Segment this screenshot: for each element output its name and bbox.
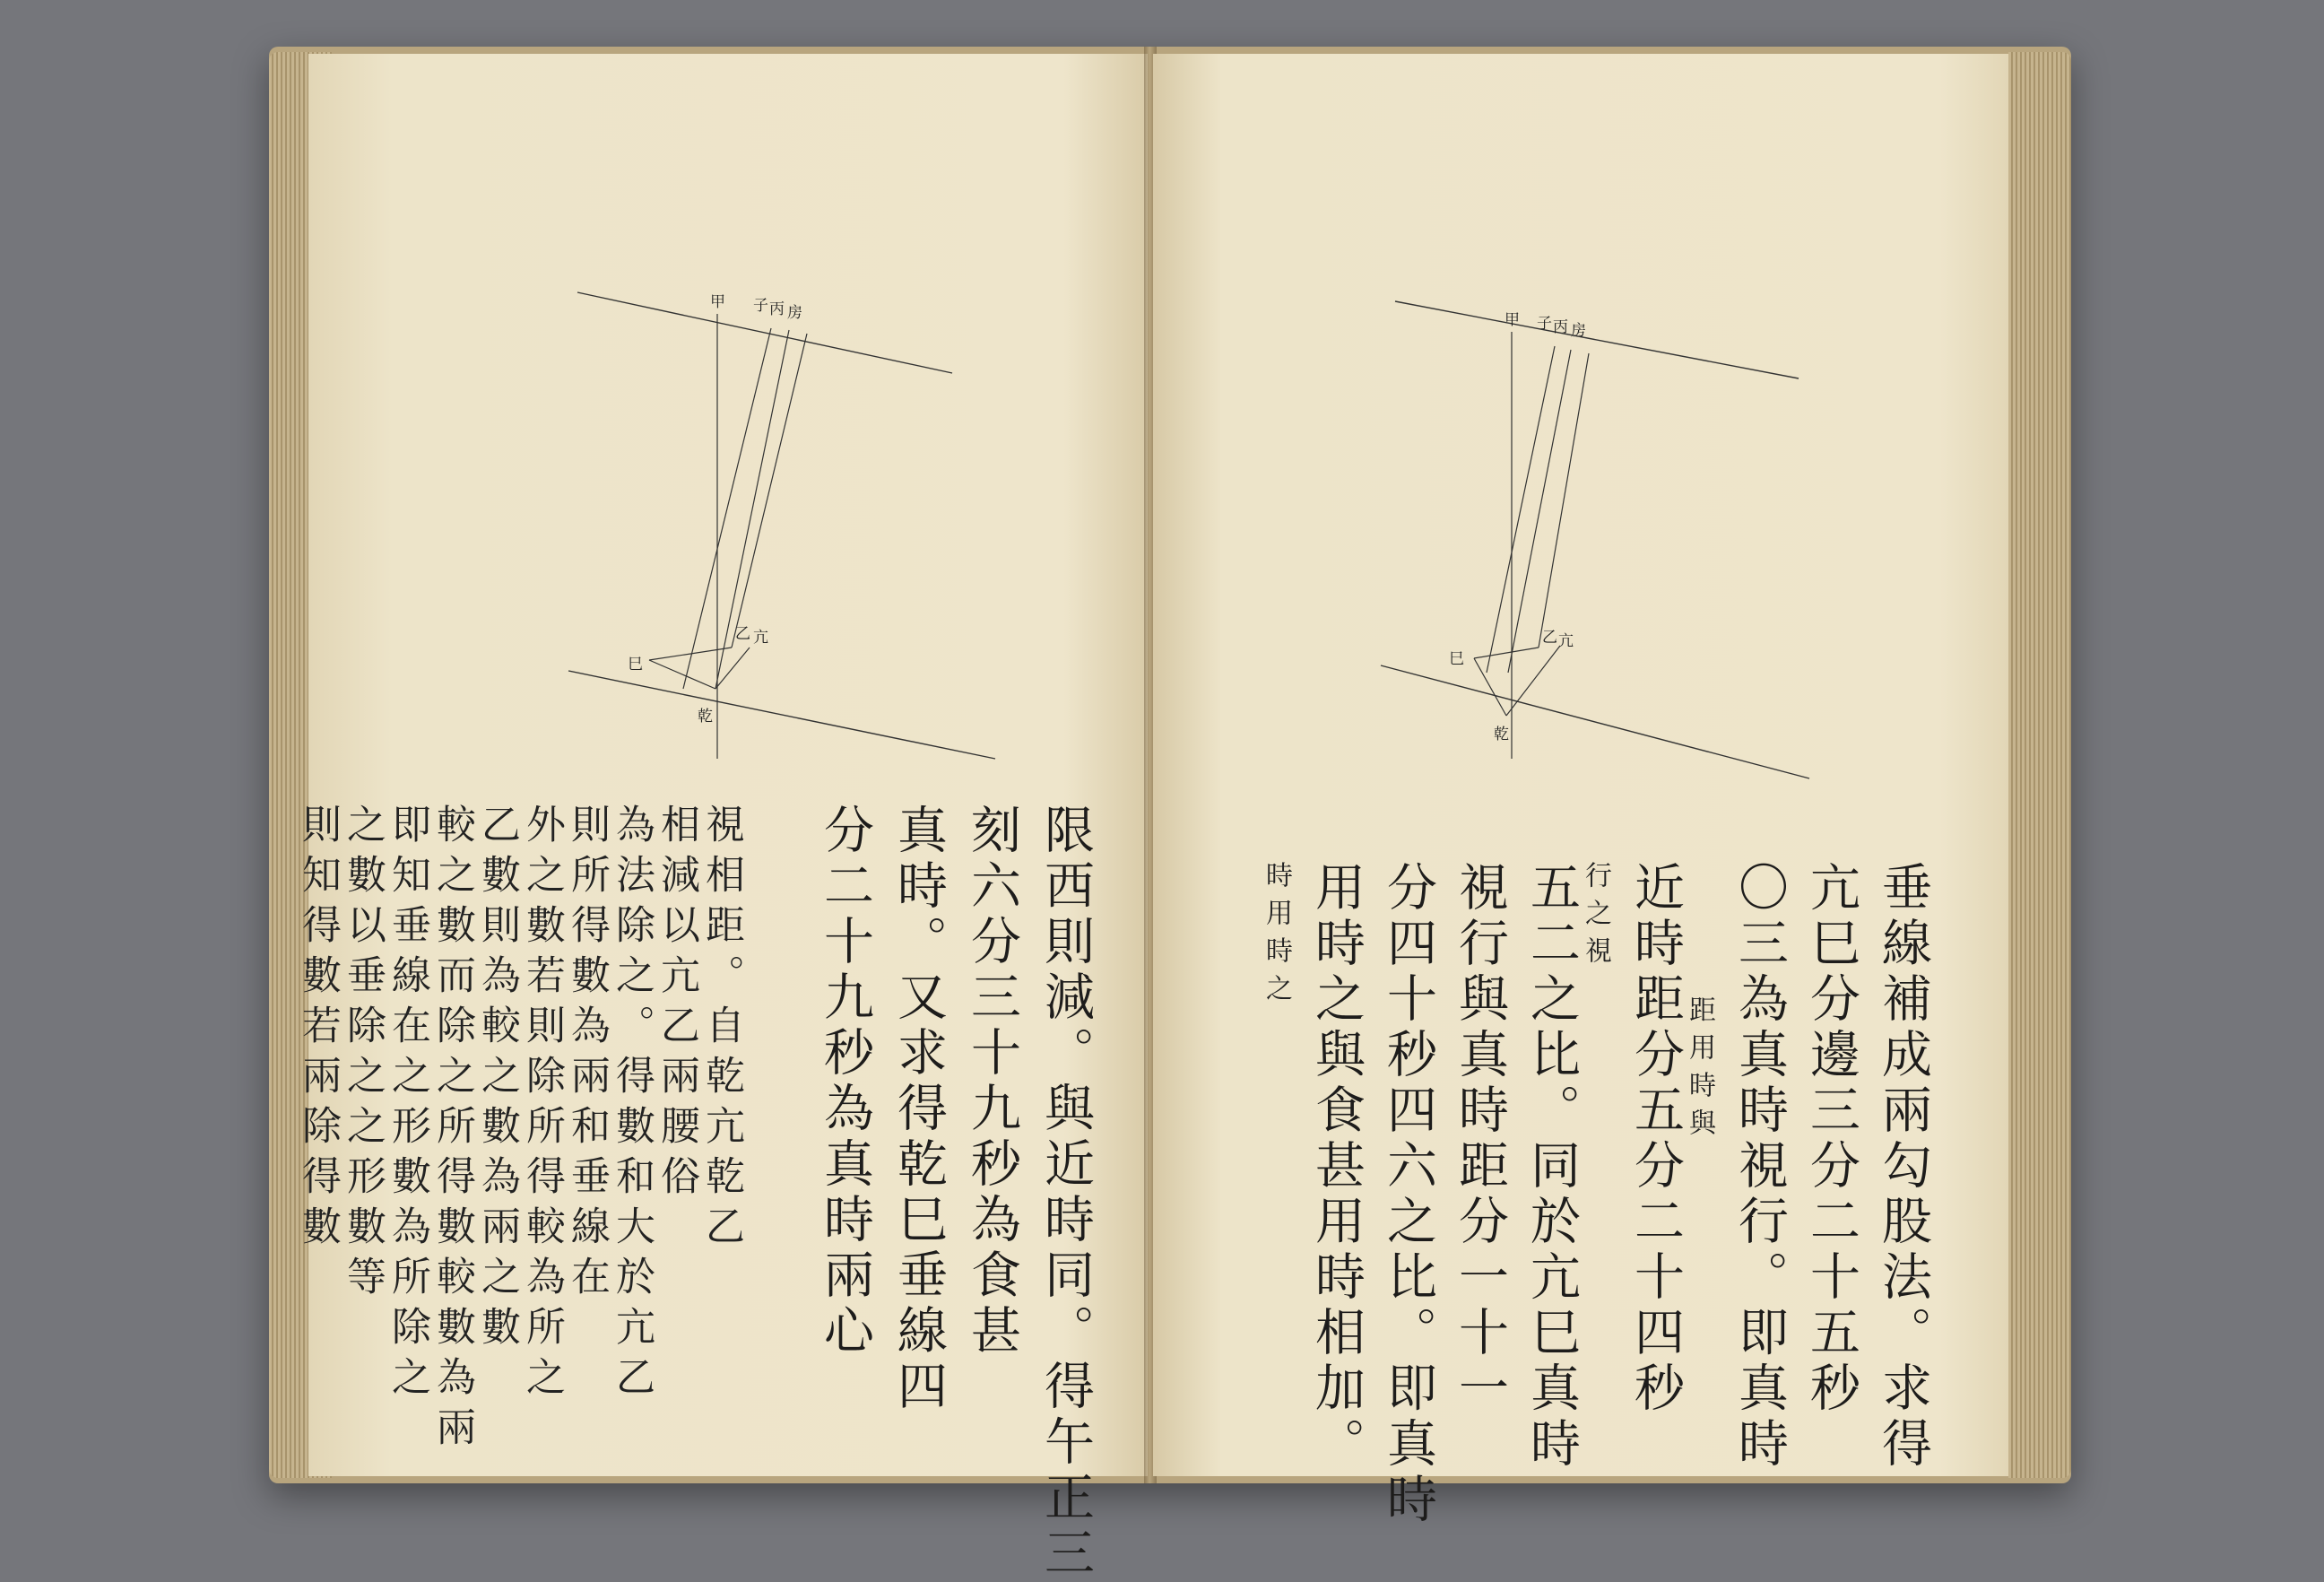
right-top-line: [1395, 301, 1799, 378]
left-dual-col-3-left: 乙數則為較之數為兩之數: [474, 804, 520, 1356]
right-col-7: 分四十秒四六之比。即真時: [1379, 861, 1437, 1528]
label-jia: 甲: [710, 293, 725, 311]
label-zi-right: 子: [1537, 315, 1552, 333]
right-note-1: 距用時與: [1684, 995, 1715, 1146]
right-col-3: 〇三為真時視行。即真時: [1730, 861, 1789, 1473]
label-fang-right: 房: [1571, 322, 1586, 340]
label-jia-right: 甲: [1505, 311, 1520, 329]
left-dual-col-2: [561, 804, 655, 1406]
left-bottom-line: [568, 671, 995, 759]
label-qian: 乾: [698, 708, 713, 726]
right-note-2: 行之視: [1580, 861, 1611, 974]
left-dual-col-1-right: 視相距。自乾亢乾乙: [698, 804, 744, 1256]
left-dual-col-5-left: 則知得數若兩除得數: [295, 804, 341, 1256]
right-col-8: 用時之與食甚用時相加。: [1307, 861, 1366, 1473]
label-yi: 乙: [735, 625, 750, 643]
label-bing-right: 丙: [1553, 318, 1568, 336]
left-dual-col-1-left: 相減以亢乙兩腰俗: [654, 804, 699, 1205]
left-dual-col-4: [382, 804, 475, 1456]
left-dual-col-3: [472, 804, 565, 1406]
right-note-3: 時用時之: [1261, 861, 1292, 1012]
right-col-5: 五二之比。同於亢巳真時: [1522, 861, 1581, 1473]
left-page: [295, 54, 1148, 1582]
right-text-block: [1257, 861, 1932, 1528]
left-dual-col-2-right: 為法除之。得數和大於亢乙: [609, 804, 655, 1406]
left-dual-col-5-right: 之數以垂除之之形數等: [340, 804, 386, 1306]
left-dual-col-2-left: 則所得數為兩和垂線在: [564, 804, 610, 1306]
book: [269, 47, 2071, 1582]
left-dual-col-3-right: 外之數若則除所得較為所之: [519, 804, 565, 1406]
right-col-2: 亢巳分邊三分二十五秒: [1802, 861, 1860, 1417]
left-col-4: 分二十九秒為真時兩心: [816, 804, 874, 1360]
left-col-2: 刻六分三十九秒為食甚: [963, 804, 1021, 1360]
label-qian-right: 乾: [1494, 726, 1509, 743]
label-fang: 房: [787, 304, 802, 322]
label-kang: 亢: [753, 629, 768, 647]
label-kang-right: 亢: [1558, 632, 1574, 650]
page-edge-right: [2008, 52, 2071, 1478]
right-bottom-line: [1381, 665, 1809, 778]
left-col-1: 限西則減。與近時同。得午正三: [1036, 804, 1095, 1582]
label-si-right: 巳: [1449, 650, 1464, 668]
label-zi: 子: [753, 297, 768, 315]
right-col-1: 垂線補成兩勾股法。求得: [1874, 861, 1932, 1473]
right-page: [1153, 54, 2008, 1528]
right-col-4: 近時距分五分二十四秒: [1626, 861, 1685, 1417]
right-col-6: 視行與真時距分一十一: [1451, 861, 1509, 1417]
left-text-block: [292, 804, 1095, 1582]
left-col-3: 真時。又求得乾巳垂線四: [889, 804, 948, 1415]
left-dual-col-4-right: 較之數而除之所得數較數為兩: [429, 804, 475, 1456]
label-bing: 丙: [769, 300, 785, 318]
label-si: 巳: [628, 656, 643, 674]
left-dual-col-1: [651, 804, 744, 1378]
label-yi-right: 乙: [1542, 629, 1557, 647]
left-dual-col-4-left: 即知垂線在之形數為所除之: [385, 804, 430, 1406]
left-dual-col-5: [292, 804, 386, 1378]
